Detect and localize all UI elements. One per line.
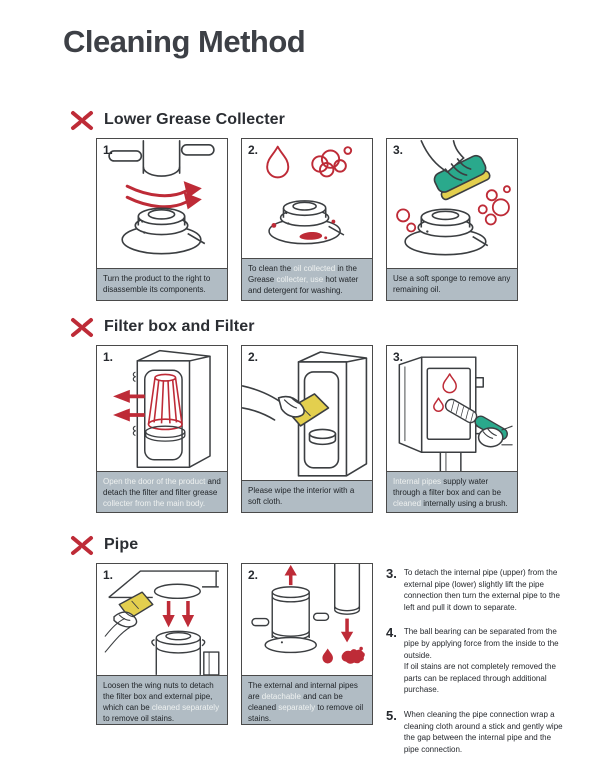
caption-seg: oil collected bbox=[293, 264, 336, 274]
step-number: 2. bbox=[248, 568, 259, 582]
caption-seg: Loosen the wing nuts to detach the filter box and external pipe, which can be bbox=[103, 680, 214, 713]
note-text: The ball bearing can be separated from the pipe by applying force from the inside to the outside. If oil stains are not completely removed the parts can be replaced through additional purchase. bbox=[403, 627, 559, 695]
caption-seg: cleaned bbox=[393, 499, 422, 509]
notes-column bbox=[386, 563, 566, 768]
caption-seg: supply water through a filter box and can be bbox=[393, 476, 502, 498]
step-number: 3. bbox=[393, 350, 404, 364]
caption-seg: Internal pipes bbox=[393, 476, 442, 486]
step-number: 2. bbox=[248, 143, 259, 157]
caption-seg: The external and internal pipes are bbox=[248, 680, 358, 702]
step-caption bbox=[97, 471, 227, 512]
step-panel-sponge-collector bbox=[386, 138, 518, 301]
illustration-turn-product bbox=[97, 139, 227, 268]
section-lower-grease-collecter bbox=[0, 108, 600, 301]
illustration-wipe-interior bbox=[242, 346, 372, 480]
illustration-sponge-collector bbox=[387, 139, 517, 268]
note-text: When cleaning the pipe connection wrap a cleaning cloth around a stick and gently wipe the gap between the internal pipe and the pipe connection. bbox=[403, 709, 563, 754]
step-number: 1. bbox=[103, 568, 114, 582]
step-caption bbox=[97, 675, 227, 724]
caption-seg: and detach the filter and filter grease bbox=[103, 476, 221, 498]
caption-seg: to remove oil stains. bbox=[248, 703, 364, 724]
note-number: 3. bbox=[386, 566, 397, 581]
step-number: 3. bbox=[393, 143, 404, 157]
section-header bbox=[70, 315, 600, 339]
caption-seg: and can be cleaned bbox=[248, 692, 343, 713]
step-panel-turn-product bbox=[96, 138, 228, 301]
illustration-wing-nuts bbox=[97, 564, 227, 675]
step-panel-brush-pipes bbox=[386, 345, 518, 513]
section-filter-box bbox=[0, 315, 600, 513]
section-pipe bbox=[0, 533, 600, 768]
section-heading: Pipe bbox=[104, 536, 139, 553]
step-caption bbox=[242, 258, 372, 300]
caption-seg: internally using a brush. bbox=[421, 499, 508, 509]
step-panel-detach-filter bbox=[96, 345, 228, 513]
note-number: 4. bbox=[386, 625, 397, 641]
step-row bbox=[96, 138, 600, 301]
step-number: 1. bbox=[103, 350, 114, 364]
caption-seg: hot water and detergent for washing. bbox=[248, 275, 359, 296]
step-panel-wing-nuts bbox=[96, 563, 228, 725]
illustration-pipes-detached bbox=[242, 564, 372, 675]
section-header bbox=[70, 108, 600, 132]
caption-seg: Use a soft sponge to remove any remaining oil. bbox=[393, 273, 511, 294]
step-caption bbox=[387, 268, 517, 300]
step-number: 1. bbox=[103, 143, 114, 157]
red-cross-icon bbox=[70, 110, 94, 131]
step-panel-pipes-detached bbox=[241, 563, 373, 725]
caption-seg: To clean the bbox=[248, 264, 294, 274]
caption-seg: to remove oil stains. bbox=[103, 714, 175, 724]
section-header bbox=[70, 533, 600, 557]
red-cross-icon bbox=[70, 317, 94, 338]
note-item bbox=[386, 567, 566, 613]
note-item bbox=[386, 626, 566, 696]
caption-seg: collecter from the main body. bbox=[103, 499, 206, 509]
red-cross-icon bbox=[70, 535, 94, 556]
step-caption bbox=[387, 471, 517, 512]
step-row bbox=[96, 345, 600, 513]
illustration-wash-collector bbox=[242, 139, 372, 258]
step-caption bbox=[242, 480, 372, 512]
caption-seg: Turn the product to the right to disassemble its components. bbox=[103, 273, 211, 294]
note-number: 5. bbox=[386, 707, 397, 723]
caption-seg: Please wipe the interior with a soft cloth. bbox=[248, 485, 355, 507]
section-heading: Filter box and Filter bbox=[104, 318, 255, 335]
step-panel-wipe-interior bbox=[241, 345, 373, 513]
caption-seg: separately bbox=[278, 703, 316, 713]
caption-seg: collecter, use bbox=[276, 275, 324, 285]
step-number: 2. bbox=[248, 350, 259, 364]
caption-seg: Open the door of the product bbox=[103, 476, 206, 486]
caption-seg: cleaned separately bbox=[151, 703, 220, 713]
caption-seg: detachable bbox=[261, 692, 301, 702]
illustration-detach-filter bbox=[97, 346, 227, 471]
page-title: Cleaning Method bbox=[63, 24, 306, 59]
note-item bbox=[386, 709, 566, 755]
step-panel-wash-collector bbox=[241, 138, 373, 301]
section-heading: Lower Grease Collecter bbox=[104, 111, 285, 128]
caption-seg: in the Grease bbox=[248, 264, 357, 285]
step-row bbox=[96, 563, 600, 768]
illustration-brush-pipes bbox=[387, 346, 517, 471]
step-caption bbox=[97, 268, 227, 300]
note-text: To detach the internal pipe (upper) from the external pipe (lower) slightly lift the pipe connection then turn the external pipe to the left and pull it down to separate. bbox=[403, 568, 560, 612]
step-caption bbox=[242, 675, 372, 724]
